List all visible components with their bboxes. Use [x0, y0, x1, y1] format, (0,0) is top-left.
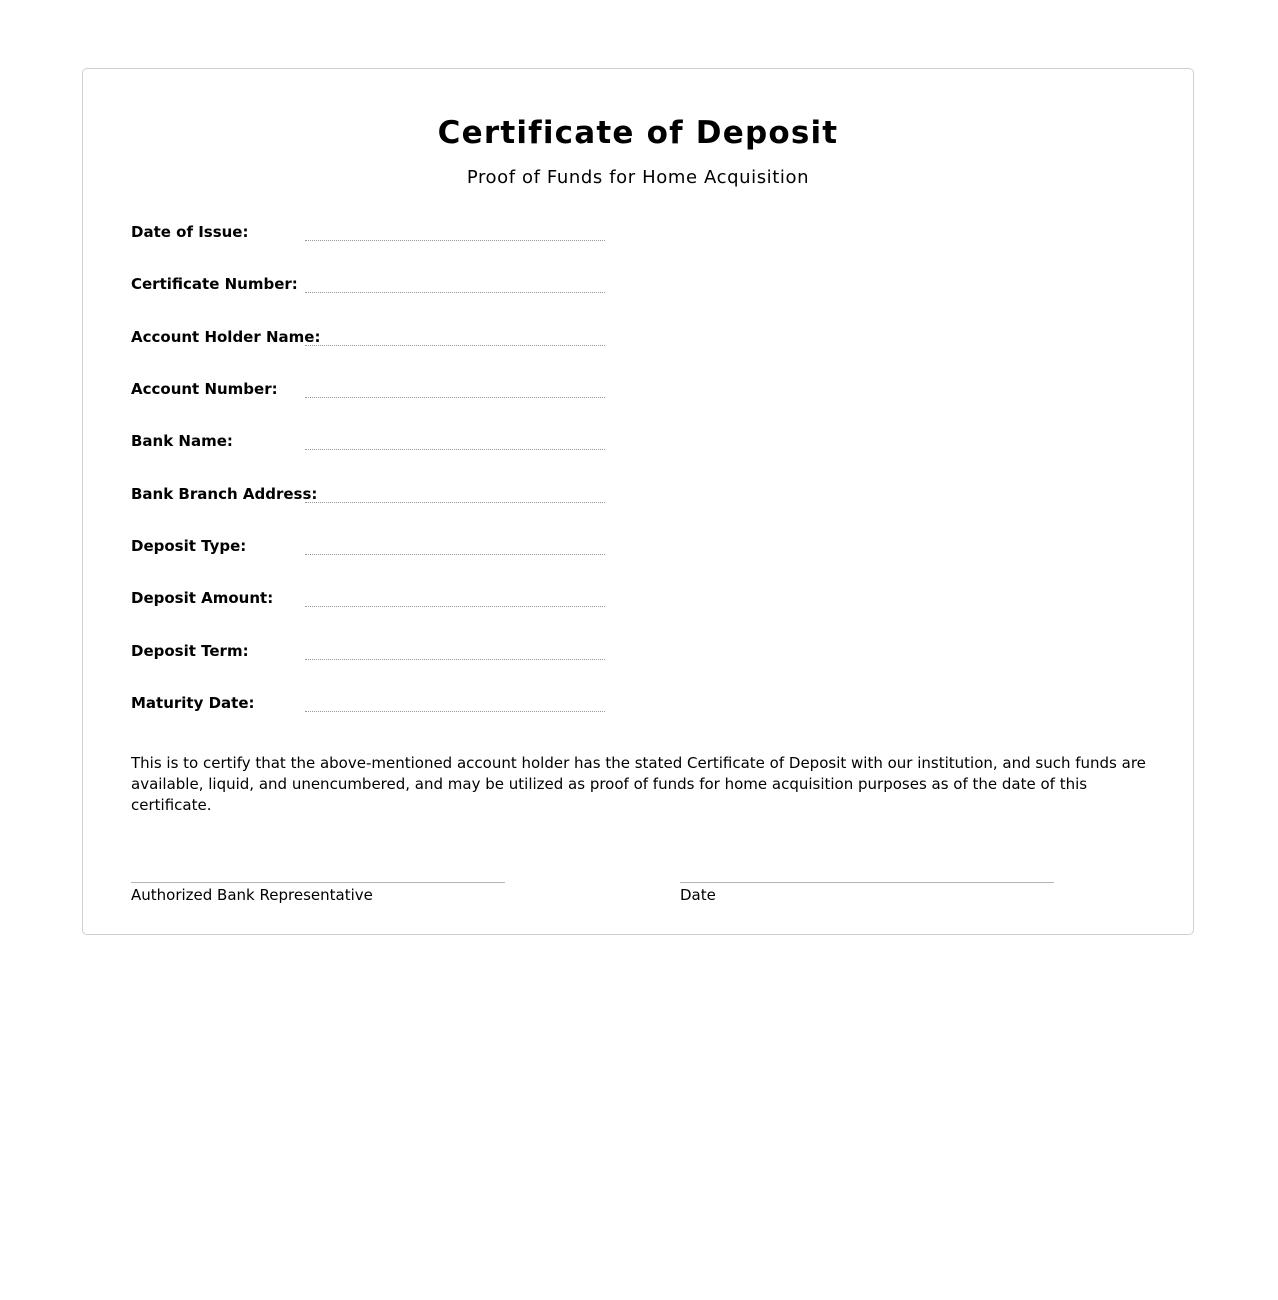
field-label: Certificate Number:	[131, 275, 298, 293]
field-bank-name	[131, 428, 611, 458]
signature-label: Authorized Bank Representative	[131, 886, 373, 904]
field-account-holder-name	[131, 324, 611, 354]
signature-date	[680, 882, 1054, 905]
field-account-number	[131, 376, 611, 406]
field-blank-line[interactable]	[305, 345, 605, 346]
field-label: Account Number:	[131, 380, 278, 398]
date-label: Date	[680, 886, 716, 904]
certification-statement: This is to certify that the above-mentioned account holder has the stated Certificate of Deposit with our institution, and such funds are available, liquid, and unencumbered, and may be utilized as proof of funds for home acquisition purposes as of the date of this certificate.	[131, 754, 1146, 814]
field-blank-line[interactable]	[305, 397, 605, 398]
certificate-card	[82, 68, 1194, 935]
field-label: Deposit Type:	[131, 537, 247, 555]
field-label: Account Holder Name:	[131, 328, 321, 346]
field-blank-line[interactable]	[305, 292, 605, 293]
field-deposit-amount	[131, 585, 611, 615]
document-subtitle: Proof of Funds for Home Acquisition	[466, 167, 810, 188]
field-label: Date of Issue:	[131, 223, 249, 241]
field-certificate-number	[131, 271, 611, 301]
field-label: Maturity Date:	[131, 694, 255, 712]
field-blank-line[interactable]	[305, 240, 605, 241]
signature-representative	[131, 882, 505, 905]
field-label: Bank Name:	[131, 432, 233, 450]
field-bank-branch-address	[131, 481, 611, 511]
signature-line[interactable]	[131, 882, 505, 883]
document-title: Certificate of Deposit	[437, 115, 839, 151]
field-blank-line[interactable]	[305, 659, 605, 660]
field-blank-line[interactable]	[305, 449, 605, 450]
field-maturity-date	[131, 690, 611, 720]
field-label: Deposit Amount:	[131, 589, 274, 607]
field-deposit-type	[131, 533, 611, 563]
field-deposit-term	[131, 638, 611, 668]
field-label: Deposit Term:	[131, 642, 249, 660]
field-blank-line[interactable]	[305, 606, 605, 607]
field-date-of-issue	[131, 219, 611, 249]
date-line[interactable]	[680, 882, 1054, 883]
field-blank-line[interactable]	[305, 554, 605, 555]
field-label: Bank Branch Address:	[131, 485, 318, 503]
field-blank-line[interactable]	[305, 502, 605, 503]
field-blank-line[interactable]	[305, 711, 605, 712]
